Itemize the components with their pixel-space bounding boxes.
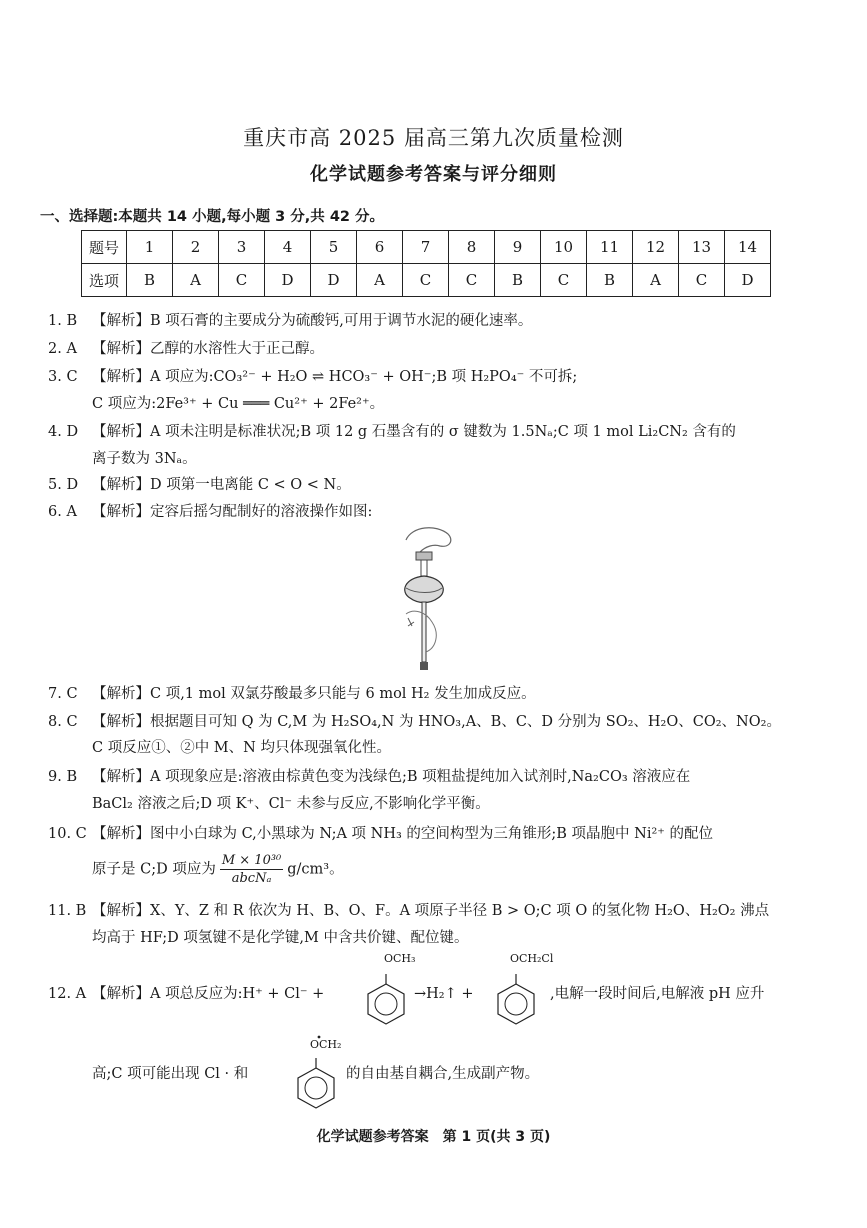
substituent-label: OCH₃	[384, 952, 416, 965]
explanation-q12-end: 的自由基自耦合,生成副产物。	[346, 1066, 540, 1082]
explanation-q12-cont	[92, 1064, 248, 1084]
explanation-q10	[48, 824, 713, 844]
explanation-q1	[48, 311, 532, 331]
explanation-q8	[48, 712, 781, 732]
table-cell: D	[725, 264, 771, 297]
question-answer: 1. B	[48, 313, 78, 329]
explanation-text: 【解析】A 项应为:CO₃²⁻ + H₂O ⇌ HCO₃⁻ + OH⁻;B 项 H₂PO₄⁻ 不可拆;	[92, 369, 578, 385]
table-cell: C	[449, 264, 495, 297]
explanation-q3	[48, 367, 577, 387]
row-label: 题号	[82, 231, 127, 264]
table-cell: D	[265, 264, 311, 297]
explanation-text: 高;C 项可能出现 Cl · 和	[92, 1066, 249, 1082]
table-cell: 2	[173, 231, 219, 264]
methoxy-radical-structure	[286, 1034, 346, 1114]
explanation-text: 【解析】C 项,1 mol 双氯芬酸最多只能与 6 mol H₂ 发生加成反应。	[92, 686, 536, 702]
question-answer: 12. A	[48, 986, 87, 1002]
table-cell: 6	[357, 231, 403, 264]
explanation-q5	[48, 475, 351, 495]
explanation-q2	[48, 339, 324, 359]
substituent-label: OCH₂	[310, 1038, 342, 1051]
anisole-structure	[356, 950, 416, 1030]
explanation-q4-cont: 离子数为 3Nₐ。	[92, 451, 197, 467]
table-cell: B	[495, 264, 541, 297]
question-answer: 9. B	[48, 769, 78, 785]
volumetric-flask-shaking-illustration	[396, 522, 456, 674]
table-cell: 11	[587, 231, 633, 264]
question-answer: 11. B	[48, 903, 87, 919]
explanation-text: 【解析】A 项总反应为:H⁺ + Cl⁻ +	[92, 986, 325, 1002]
table-cell: 9	[495, 231, 541, 264]
explanation-text: 【解析】X、Y、Z 和 R 依次为 H、B、O、F。A 项原子半径 B > O;C 项 O 的氢化物 H₂O、H₂O₂ 沸点	[92, 903, 770, 919]
answer-table	[81, 230, 771, 297]
table-cell: A	[173, 264, 219, 297]
table-cell: 14	[725, 231, 771, 264]
explanation-text: 【解析】A 项现象应是:溶液由棕黄色变为浅绿色;B 项粗盐提纯加入试剂时,Na₂CO₃ 溶液应在	[92, 769, 691, 785]
table-cell: 4	[265, 231, 311, 264]
chloromethoxybenzene-structure	[486, 950, 556, 1030]
explanation-q3-cont: C 项应为:2Fe³⁺ + Cu ═══ Cu²⁺ + 2Fe²⁺。	[92, 396, 385, 412]
reaction-arrow-text: →H₂↑ +	[414, 986, 474, 1002]
row-label: 选项	[82, 264, 127, 297]
explanation-text: 【解析】D 项第一电离能 C < O < N。	[92, 477, 351, 493]
table-cell: 3	[219, 231, 265, 264]
explanation-q4	[48, 422, 736, 442]
table-cell: 1	[127, 231, 173, 264]
explanation-text: 【解析】图中小白球为 C,小黑球为 N;A 项 NH₃ 的空间构型为三角锥形;B 项晶胞中 Ni²⁺ 的配位	[92, 826, 714, 842]
question-answer: 5. D	[48, 477, 79, 493]
explanation-q8-cont: C 项反应①、②中 M、N 均只体现强氧化性。	[92, 740, 391, 756]
table-cell: 7	[403, 231, 449, 264]
exam-title: 重庆市高 2025 届高三第九次质量检测	[243, 126, 624, 150]
explanation-q6	[48, 502, 372, 522]
table-cell: A	[357, 264, 403, 297]
question-answer: 8. C	[48, 714, 78, 730]
table-cell: 12	[633, 231, 679, 264]
explanation-q7	[48, 684, 536, 704]
explanation-q12-tail: ,电解一段时间后,电解液 pH 应升	[550, 986, 765, 1002]
table-cell: C	[403, 264, 449, 297]
explanation-q9-cont: BaCl₂ 溶液之后;D 项 K⁺、Cl⁻ 未参与反应,不影响化学平衡。	[92, 796, 490, 812]
table-cell: C	[219, 264, 265, 297]
table-cell: 8	[449, 231, 495, 264]
explanation-text: 【解析】根据题目可知 Q 为 C,M 为 H₂SO₄,N 为 HNO₃,A、B、C、D 分别为 SO₂、H₂O、CO₂、NO₂。	[92, 714, 781, 730]
table-cell: 10	[541, 231, 587, 264]
fraction-numerator: M × 10³⁰	[221, 853, 282, 868]
explanation-text: g/cm³。	[287, 861, 344, 878]
density-fraction	[220, 852, 283, 887]
question-answer: 6. A	[48, 504, 77, 520]
explanation-text: 【解析】A 项未注明是标准状况;B 项 12 g 石墨含有的 σ 键数为 1.5Nₐ;C 项 1 mol Li₂CN₂ 含有的	[92, 424, 736, 440]
explanation-q12	[48, 984, 324, 1004]
explanation-q10-cont	[92, 852, 344, 887]
question-number-row	[82, 231, 771, 264]
question-answer: 7. C	[48, 686, 78, 702]
explanation-q11-cont: 均高于 HF;D 项氢键不是化学键,M 中含共价键、配位键。	[92, 930, 469, 946]
table-cell: C	[679, 264, 725, 297]
explanation-q11	[48, 901, 769, 921]
page-footer: 化学试题参考答案 第 1 页(共 3 页)	[316, 1129, 551, 1145]
exam-subtitle: 化学试题参考答案与评分细则	[310, 164, 557, 185]
section-heading: 一、选择题:本题共 14 小题,每小题 3 分,共 42 分。	[40, 209, 385, 225]
answer-row	[82, 264, 771, 297]
table-cell: B	[587, 264, 633, 297]
table-cell: D	[311, 264, 357, 297]
substituent-label: OCH₂Cl	[510, 952, 554, 965]
table-cell: B	[127, 264, 173, 297]
table-cell: 13	[679, 231, 725, 264]
explanation-text: 【解析】乙醇的水溶性大于正己醇。	[92, 341, 324, 357]
fraction-denominator: abcNₐ	[231, 871, 272, 886]
explanation-text: 【解析】定容后摇匀配制好的溶液操作如图:	[92, 504, 373, 520]
question-answer: 3. C	[48, 369, 78, 385]
question-answer: 4. D	[48, 424, 79, 440]
explanation-q9	[48, 767, 690, 787]
explanation-text: 【解析】B 项石膏的主要成分为硫酸钙,可用于调节水泥的硬化速率。	[92, 313, 533, 329]
table-cell: 5	[311, 231, 357, 264]
table-cell: C	[541, 264, 587, 297]
explanation-text: 原子是 C;D 项应为	[92, 861, 216, 878]
question-answer: 2. A	[48, 341, 77, 357]
question-answer: 10. C	[48, 826, 87, 842]
table-cell: A	[633, 264, 679, 297]
